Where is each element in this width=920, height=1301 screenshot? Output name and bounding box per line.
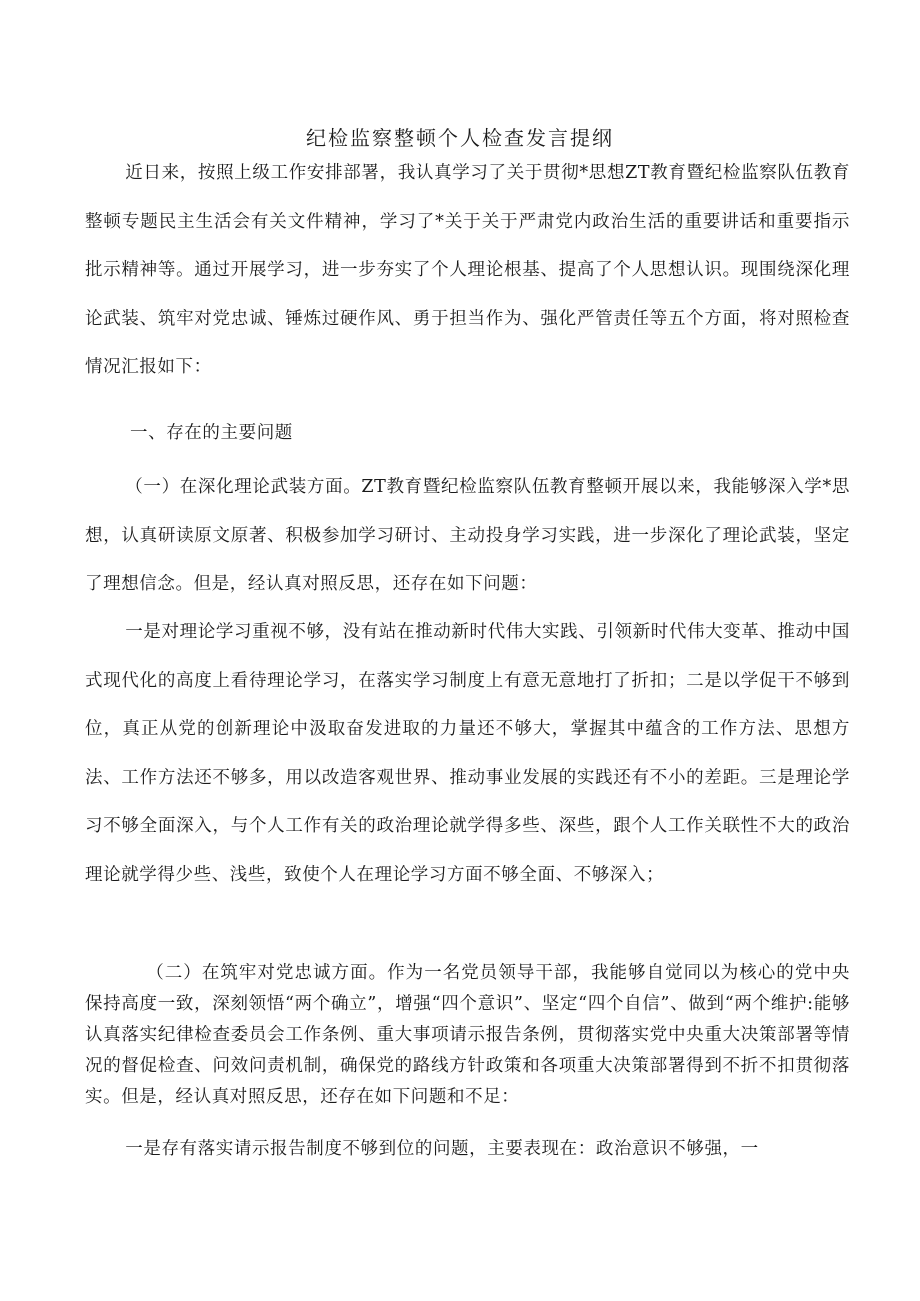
paragraph-theory-armament: （一）在深化理论武装方面。ZT教育暨纪检监察队伍教育整顿开展以来，我能够深入学*思想，认真研读原文原著、积极参加学习研讨、主动投身学习实践，进一步深化了理论武装，坚定了理想信念。但是，经认真对照反思，还存在如下问题：	[85, 477, 850, 595]
intro-paragraph: 近日来，按照上级工作安排部署，我认真学习了关于贯彻*思想ZT教育暨纪检监察队伍教育整顿专题民主生活会有关文件精神，学习了*关于关于严肃党内政治生活的重要讲话和重要指示批示精神等。通过开展学习，进一步夯实了个人理论根基、提高了个人思想认识。现围绕深化理论武装、筑牢对党忠诚、锤炼过硬作风、勇于担当作为、强化严管责任等五个方面，将对照检查情况汇报如下：	[85, 163, 850, 378]
paragraph-party-loyalty: （二）在筑牢对党忠诚方面。作为一名党员领导干部，我能够自觉同以为核心的党中央保持高度一致，深刻领悟“两个确立”，增强“四个意识”、坚定“四个自信”、做到“两个维护:能够认真落实纪律检查委员会工作条例、重大事项请示报告条例，贯彻落实党中央重大决策部署等情况的督促检查、问效问责机制，确保党的路线方针政策和各项重大决策部署得到不折不扣贯彻落实。但是，经认真对照反思，还存在如下问题和不足：	[85, 963, 850, 1107]
paragraph-loyalty-problems: 一是存有落实请示报告制度不够到位的问题，主要表现在：政治意识不够强，一	[125, 1139, 759, 1159]
document-title: 纪检监察整顿个人检查发言提纲	[306, 126, 614, 150]
section-heading-problems: 一、存在的主要问题	[130, 423, 293, 443]
paragraph-theory-problems: 一是对理论学习重视不够，没有站在推动新时代伟大实践、引领新时代伟大变革、推动中国式现代化的高度上看待理论学习，在落实学习制度上有意无意地打了折扣；二是以学促干不够到位，真正从党的创新理论中汲取奋发进取的力量还不够大，掌握其中蕴含的工作方法、思想方法、工作方法还不够多，用以改造客观世界、推动事业发展的实践还有不小的差距。三是理论学习不够全面深入，与个人工作有关的政治理论就学得多些、深些，跟个人工作关联性不大的政治理论就学得少些、浅些，致使个人在理论学习方面不够全面、不够深入；	[85, 622, 850, 885]
